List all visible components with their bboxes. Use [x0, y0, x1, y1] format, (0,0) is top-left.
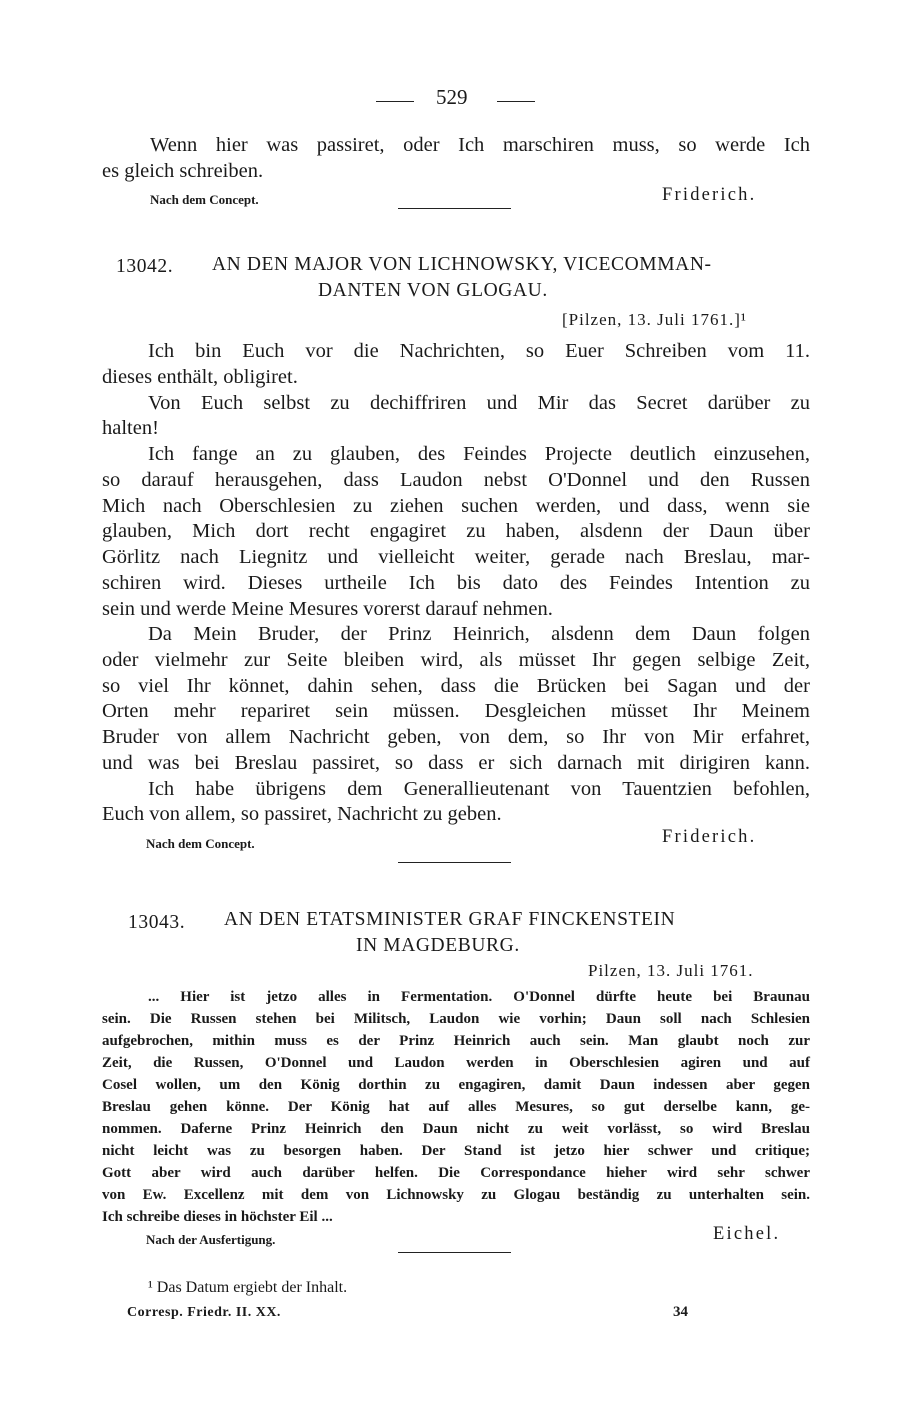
body-line: Zeit, die Russen, O'Donnel und Laudon werden in Oberschlesien agiren und auf	[102, 1055, 810, 1071]
body-line: aufgebrochen, mithin muss es der Prinz Heinrich auch sein. Man glaubt noch zur	[102, 1033, 810, 1049]
body-line: Orten mehr repariret sein müssen. Desgleichen müsset Ihr Meinem	[102, 700, 810, 722]
signature: Eichel.	[713, 1224, 781, 1244]
body-line: Gott aber wird auch darüber helfen. Die Correspondance hieher wird sehr schwer	[102, 1165, 810, 1181]
body-line: Mich nach Oberschlesien zu ziehen suchen werden, und dass, wenn sie	[102, 495, 810, 517]
body-line: Cosel wollen, um den König dorthin zu engagiren, damit Daun indessen aber gegen	[102, 1077, 810, 1093]
letter-title: IN MAGDEBURG.	[356, 935, 520, 956]
body-line: so darauf herausgehen, dass Laudon nebst O'Donnel und den Russen	[102, 469, 810, 491]
letter-date: [Pilzen, 13. Juli 1761.]¹	[562, 310, 747, 329]
body-line: Wenn hier was passiret, oder Ich marschiren muss, so werde Ich	[150, 134, 810, 156]
letter-title: DANTEN VON GLOGAU.	[318, 280, 548, 301]
body-line: sein und werde Meine Mesures vorerst darauf nehmen.	[102, 598, 553, 620]
source-note: Nach dem Concept.	[150, 192, 259, 207]
body-line: Da Mein Bruder, der Prinz Heinrich, alsdenn dem Daun folgen	[148, 623, 810, 645]
letter-number: 13042.	[116, 256, 174, 277]
body-line: Breslau gehen könne. Der König hat auf alles Mesures, so gut derselbe kann, ge-	[102, 1099, 810, 1115]
body-line: Ich habe übrigens dem Generallieutenant von Tauentzien befohlen,	[148, 778, 810, 800]
footnote: ¹ Das Datum ergiebt der Inhalt.	[148, 1279, 348, 1296]
letter-title: AN DEN MAJOR VON LICHNOWSKY, VICECOMMAN-	[212, 254, 712, 275]
letter-date: Pilzen, 13. Juli 1761.	[588, 961, 754, 980]
header-rule-right	[497, 101, 535, 102]
body-line: glauben, Mich dort recht engagiret zu haben, alsdenn der Daun über	[102, 520, 810, 542]
section-divider	[398, 1252, 511, 1253]
footer-sheet-number: 34	[673, 1304, 688, 1320]
body-line: dieses enthält, obligiret.	[102, 366, 298, 388]
body-line: ... Hier ist jetzo alles in Fermentation. O'Donnel dürfte heute bei Braunau	[148, 989, 810, 1005]
section-divider	[398, 208, 511, 209]
section-divider	[398, 862, 511, 863]
body-line: Ich schreibe dieses in höchster Eil ...	[102, 1209, 333, 1225]
body-line: oder vielmehr zur Seite bleiben wird, als müsset Ihr gegen selbige Zeit,	[102, 649, 810, 671]
signature: Friderich.	[662, 827, 757, 847]
body-line: so viel Ihr könnet, dahin sehen, dass die Brücken bei Sagan und der	[102, 675, 810, 697]
page-number: 529	[436, 85, 468, 109]
body-line: halten!	[102, 417, 159, 439]
body-line: von Ew. Excellenz mit dem von Lichnowsky zu Glogau beständig zu unterhalten sein.	[102, 1187, 810, 1203]
header-rule-left	[376, 101, 414, 102]
body-line: Euch von allem, so passiret, Nachricht zu geben.	[102, 803, 502, 825]
body-line: nicht leicht was zu besorgen haben. Der Stand ist jetzo hier schwer und critique;	[102, 1143, 810, 1159]
footer-series: Corresp. Friedr. II. XX.	[127, 1305, 281, 1320]
body-line: Ich fange an zu glauben, des Feindes Projecte deutlich einzusehen,	[148, 443, 810, 465]
body-line: und was bei Breslau passiret, so dass er sich darnach mit dirigiren kann.	[102, 752, 810, 774]
body-line: schiren wird. Dieses urtheile Ich bis dato des Feindes Intention zu	[102, 572, 810, 594]
body-line: Görlitz nach Liegnitz und vielleicht weiter, gerade nach Breslau, mar-	[102, 546, 810, 568]
body-line: Bruder von allem Nachricht geben, von dem, so Ihr von Mir erfahret,	[102, 726, 810, 748]
body-line: sein. Die Russen stehen bei Militsch, Laudon wie vorhin; Daun soll nach Schlesien	[102, 1011, 810, 1027]
body-line: Von Euch selbst zu dechiffriren und Mir das Secret darüber zu	[148, 392, 810, 414]
body-line: nommen. Daferne Prinz Heinrich den Daun nicht zu weit vorlässt, so wird Breslau	[102, 1121, 810, 1137]
letter-number: 13043.	[128, 912, 186, 933]
letter-title: AN DEN ETATSMINISTER GRAF FINCKENSTEIN	[224, 909, 676, 930]
source-note: Nach dem Concept.	[146, 836, 255, 851]
source-note: Nach der Ausfertigung.	[146, 1232, 276, 1247]
signature: Friderich.	[662, 185, 757, 205]
body-line: Ich bin Euch vor die Nachrichten, so Euer Schreiben vom 11.	[148, 340, 810, 362]
body-line: es gleich schreiben.	[102, 160, 264, 182]
